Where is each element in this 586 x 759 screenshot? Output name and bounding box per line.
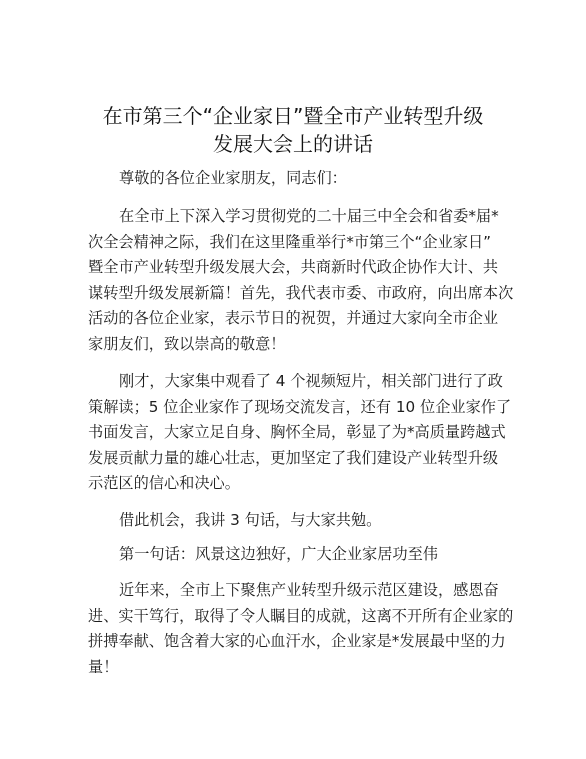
paragraph-line: 活动的各位企业家，表示节日的祝贺，并通过大家向全市企业 (88, 309, 499, 328)
paragraph-line: 谋转型升级发展新篇！首先，我代表市委、市政府，向出席本次 (88, 283, 514, 302)
paragraph-line: 拼搏奉献、饱含着大家的心血汗水，企业家是*发展最中坚的力 (88, 632, 506, 651)
paragraph-line: 进、实干笃行，取得了令人瞩目的成就，这离不开所有企业家的 (88, 606, 514, 625)
paragraph-line: 第一句话：风景这边独好，广大企业家居功至伟 (119, 545, 438, 563)
paragraph-line: 尊敬的各位企业家朋友，同志们： (119, 169, 347, 187)
intro-paragraph (88, 508, 500, 534)
opening-paragraph (88, 204, 514, 358)
document-title-line-2: 发展大会上的讲话 (213, 132, 373, 156)
paragraph-line: 暨全市产业转型升级发展大会，共商新时代政企协作大计、共 (88, 258, 499, 277)
paragraph-line: 示范区的信心和决心。 (88, 474, 240, 493)
paragraph-line: 量！ (88, 657, 119, 676)
paragraph-line: 借此机会，我讲 3 句话，与大家共勉。 (119, 511, 382, 529)
paragraph-line: 家朋友们，致以崇高的敬意！ (88, 334, 286, 353)
achievement-paragraph (88, 578, 514, 680)
salutation-paragraph (88, 166, 500, 192)
document-title-line-1: 在市第三个“企业家日”暨全市产业转型升级 (102, 104, 484, 128)
paragraph-line: 书面发言，大家立足自身、胸怀全局，彰显了为*高质量跨越式 (88, 423, 506, 442)
review-paragraph (88, 369, 512, 497)
paragraph-line: 次全会精神之际，我们在这里隆重举行*市第三个“企业家日” (88, 232, 492, 251)
section-heading-1 (88, 542, 500, 568)
paragraph-line: 策解读；5 位企业家作了现场交流发言，还有 10 位企业家作了 (88, 397, 512, 416)
paragraph-line: 近年来，全市上下聚焦产业转型升级示范区建设，感恩奋 (119, 581, 499, 599)
paragraph-line: 在全市上下深入学习贯彻党的二十届三中全会和省委*届* (119, 207, 499, 225)
paragraph-line: 刚才，大家集中观看了 4 个视频短片，相关部门进行了政 (119, 372, 503, 390)
paragraph-line: 发展贡献力量的雄心壮志，更加坚定了我们建设产业转型升级 (88, 448, 499, 467)
